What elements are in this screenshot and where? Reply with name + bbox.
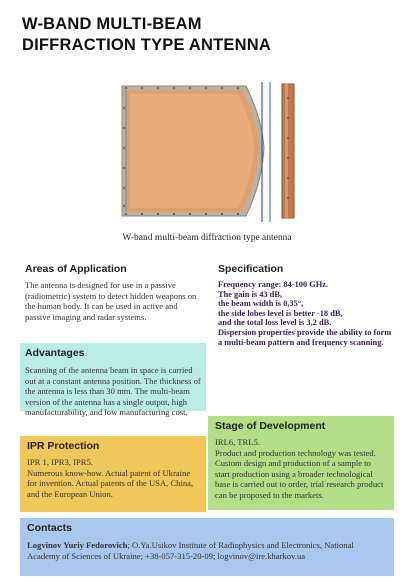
advantages-heading: Advantages [25,347,85,359]
spec-line: Frequency range: 84-100 GHz. [218,280,329,289]
spec-line: the beam width is 0,35°, [218,299,304,309]
antenna-photo [112,78,308,226]
ipr-heading: IPR Protection [27,440,100,452]
title-line-2: DIFFRACTION TYPE ANTENNA [22,36,271,54]
spec-line: The gain is 43 dB, [218,289,282,299]
advantages-section [20,343,206,418]
ipr-text: Numerous know-how. Actual patent of Ukraine for invention. Actual patents of the USA, China, and the European Union. [27,467,194,499]
specification-section [218,263,406,347]
photo-caption: W-band multi-beam diffraction type antenna [122,233,292,243]
ipr-protection-section [20,436,206,512]
spec-line: the side lobes level is better -18 dB, [218,308,343,318]
contacts-section [20,518,394,576]
advantages-text: Scanning of the antenna beam in space is carried out at a constant antenna position. The thickness of the antenna is less than 30 mm. The multi-beam version of the antenna has a single output, high manufacturability, and low manufacturing cost. [25,365,201,418]
contacts-text [27,540,387,561]
contact-name: Logvinov Yuriy Fedorovich [27,540,128,550]
contact-details: ; O.Ya.Usikov Institute of Radiophysics and Electronics, National Academy of Sciences of Ukraine; +38-057-315-20-09; logvinov@ire.kharkov.ua [27,540,354,561]
antenna-photo-illustration [112,78,308,226]
spec-line: and the total loss level is 3,2 dB. [218,318,332,328]
title-line-1: W-BAND MULTI-BEAM [22,15,202,33]
areas-heading: Areas of Application [25,263,127,275]
spec-line: Dispersion properties provide the ability to form [218,327,392,337]
areas-of-application-section [25,263,205,322]
stage-heading: Stage of Development [215,420,326,432]
stage-level: IRL6, TRL5. [215,437,260,447]
spec-line: a multi-beam pattern and frequency scanning. [218,337,384,347]
ipr-level: IPR 1, IPR3, IPR5. [27,457,93,467]
areas-text: The antenna is designed for use in a passive (radiometric) system to detect hidden weapons on the human body. It can be used in active and passive imaging and radar systems. [25,280,197,322]
stage-of-development-section [208,416,394,510]
stage-text: Product and production technology was tested. Custom design and production of a sample to start production using a broader technological base is carried out to order, trial research product can be proposed to the markets. [215,447,384,500]
contacts-heading: Contacts [27,522,72,534]
document-title [22,14,402,56]
specification-heading: Specification [218,263,284,275]
